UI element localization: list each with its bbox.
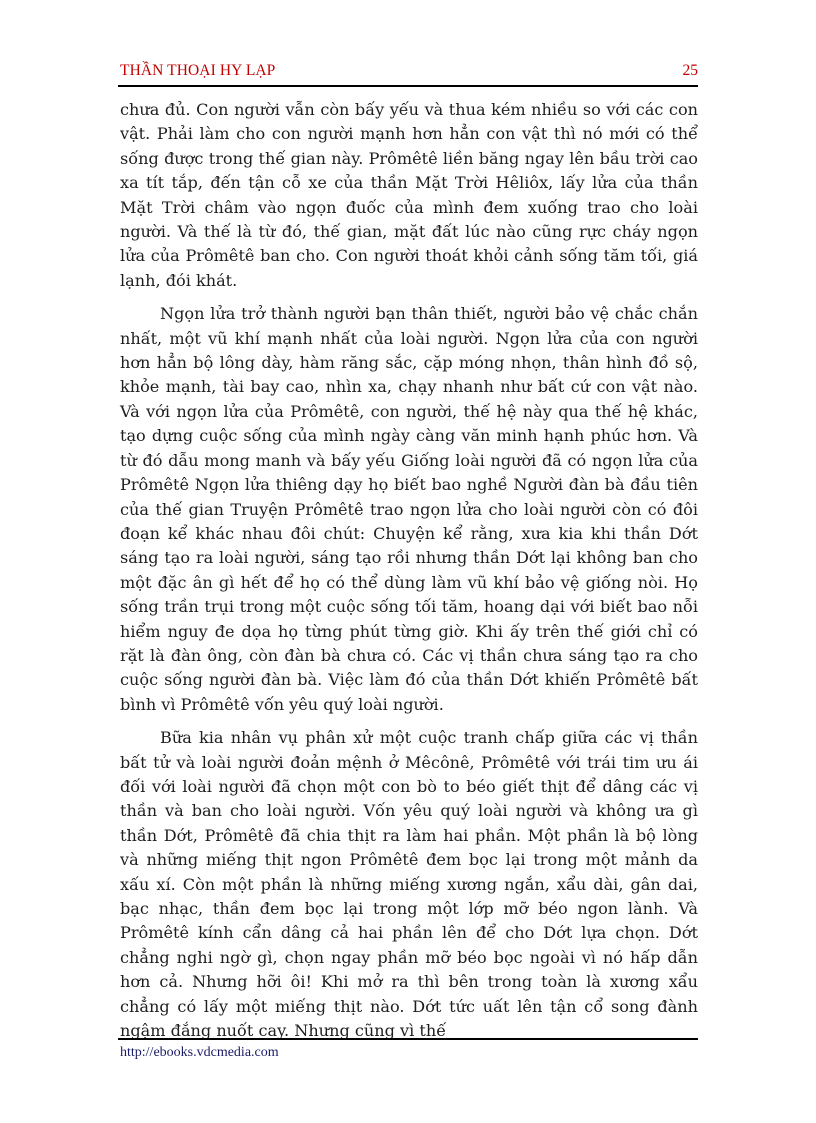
- book-title: THẦN THOẠI HY LẠP: [120, 62, 276, 79]
- page-number: 25: [682, 62, 698, 79]
- header-divider: [118, 85, 698, 87]
- paragraph: chưa đủ. Con người vẫn còn bấy yếu và thua kém nhiều so với các con vật. Phải làm cho con người mạnh hơn hẳn con vật thì nó mới có thể sống được trong thế gian này. Prômêtê liền băng ngay lên bầu trời cao xa tít tắp, đến tận cỗ xe của thần Mặt Trời Hêliôx, lấy lửa của thần Mặt Trời châm vào ngọn đuốc của mình đem xuống trao cho loài người. Và thế là từ đó, thế gian, mặt đất lúc nào cũng rực cháy ngọn lửa của Prômêtê ban cho. Con người thoát khỏi cảnh sống tăm tối, giá lạnh, đói khát.: [120, 100, 698, 290]
- running-header: [120, 60, 698, 82]
- paragraph: Ngọn lửa trở thành người bạn thân thiết, người bảo vệ chắc chắn nhất, một vũ khí mạnh nhất của loài người. Ngọn lửa của con người hơn hẳn bộ lông dày, hàm răng sắc, cặp móng nhọn, thân hình đồ sộ, khỏe mạnh, tài bay cao, nhìn xa, chạy nhanh như bất cứ con vật nào. Và với ngọn lửa của Prômêtê, con người, thế hệ này qua thế hệ khác, tạo dựng cuộc sống của mình ngày càng văn minh hạnh phúc hơn. Và từ đó dẫu mong manh và bấy yếu Giống loài người đã có ngọn lửa của Prômêtê Ngọn lửa thiêng dạy họ biết bao nghề Người đàn bà đầu tiên của thế gian Truyện Prômêtê trao ngọn lửa cho loài người còn có đôi đoạn kể khác nhau đôi chút: Chuyện kể rằng, xưa kia khi thần Dớt sáng tạo ra loài người, sáng tạo rồi nhưng thần Dớt lại không ban cho một đặc ân gì hết để họ có thể dùng làm vũ khí bảo vệ giống nòi. Họ sống trần trụi trong một cuộc sống tối tăm, hoang dại với biết bao nỗi hiểm nguy đe dọa họ từng phút từng giờ. Khi ấy trên thế giới chỉ có rặt là đàn ông, còn đàn bà chưa có. Các vị thần chưa sáng tạo ra cho cuộc sống người đàn bà. Việc làm đó của thần Dớt khiến Prômêtê bất bình vì Prômêtê vốn yêu quý loài người.: [120, 304, 698, 714]
- body-text: [120, 98, 698, 1043]
- footer-divider: [118, 1038, 698, 1040]
- footer-url[interactable]: http://ebooks.vdcmedia.com: [120, 1045, 279, 1060]
- paragraph: Bữa kia nhân vụ phân xử một cuộc tranh chấp giữa các vị thần bất tử và loài người đoản mệnh ở Mêcônê, Prômêtê với trái tim ưu ái đối với loài người đã chọn một con bò to béo giết thịt để dâng các vị thần và ban cho loài người. Vốn yêu quý loài người và không ưa gì thần Dớt, Prômêtê đã chia thịt ra làm hai phần. Một phần là bộ lòng và những miếng thịt ngon Prômêtê đem bọc lại trong một mảnh da xấu xí. Còn một phần là những miếng xương ngắn, xẩu dài, gân dai, bạc nhạc, thần đem bọc lại trong một lớp mỡ béo ngon lành. Và Prômêtê kính cẩn dâng cả hai phần lên để cho Dớt lựa chọn. Dớt chẳng nghi ngờ gì, chọn ngay phần mỡ béo bọc ngoài vì nó hấp dẫn hơn cả. Nhưng hỡi ôi! Khi mở ra thì bên trong toàn là xương xẩu chẳng có lấy một miếng thịt nào. Dớt tức uất lên tận cổ song đành ngậm đắng nuốt cay. Nhưng cũng vì thế: [120, 728, 698, 1041]
